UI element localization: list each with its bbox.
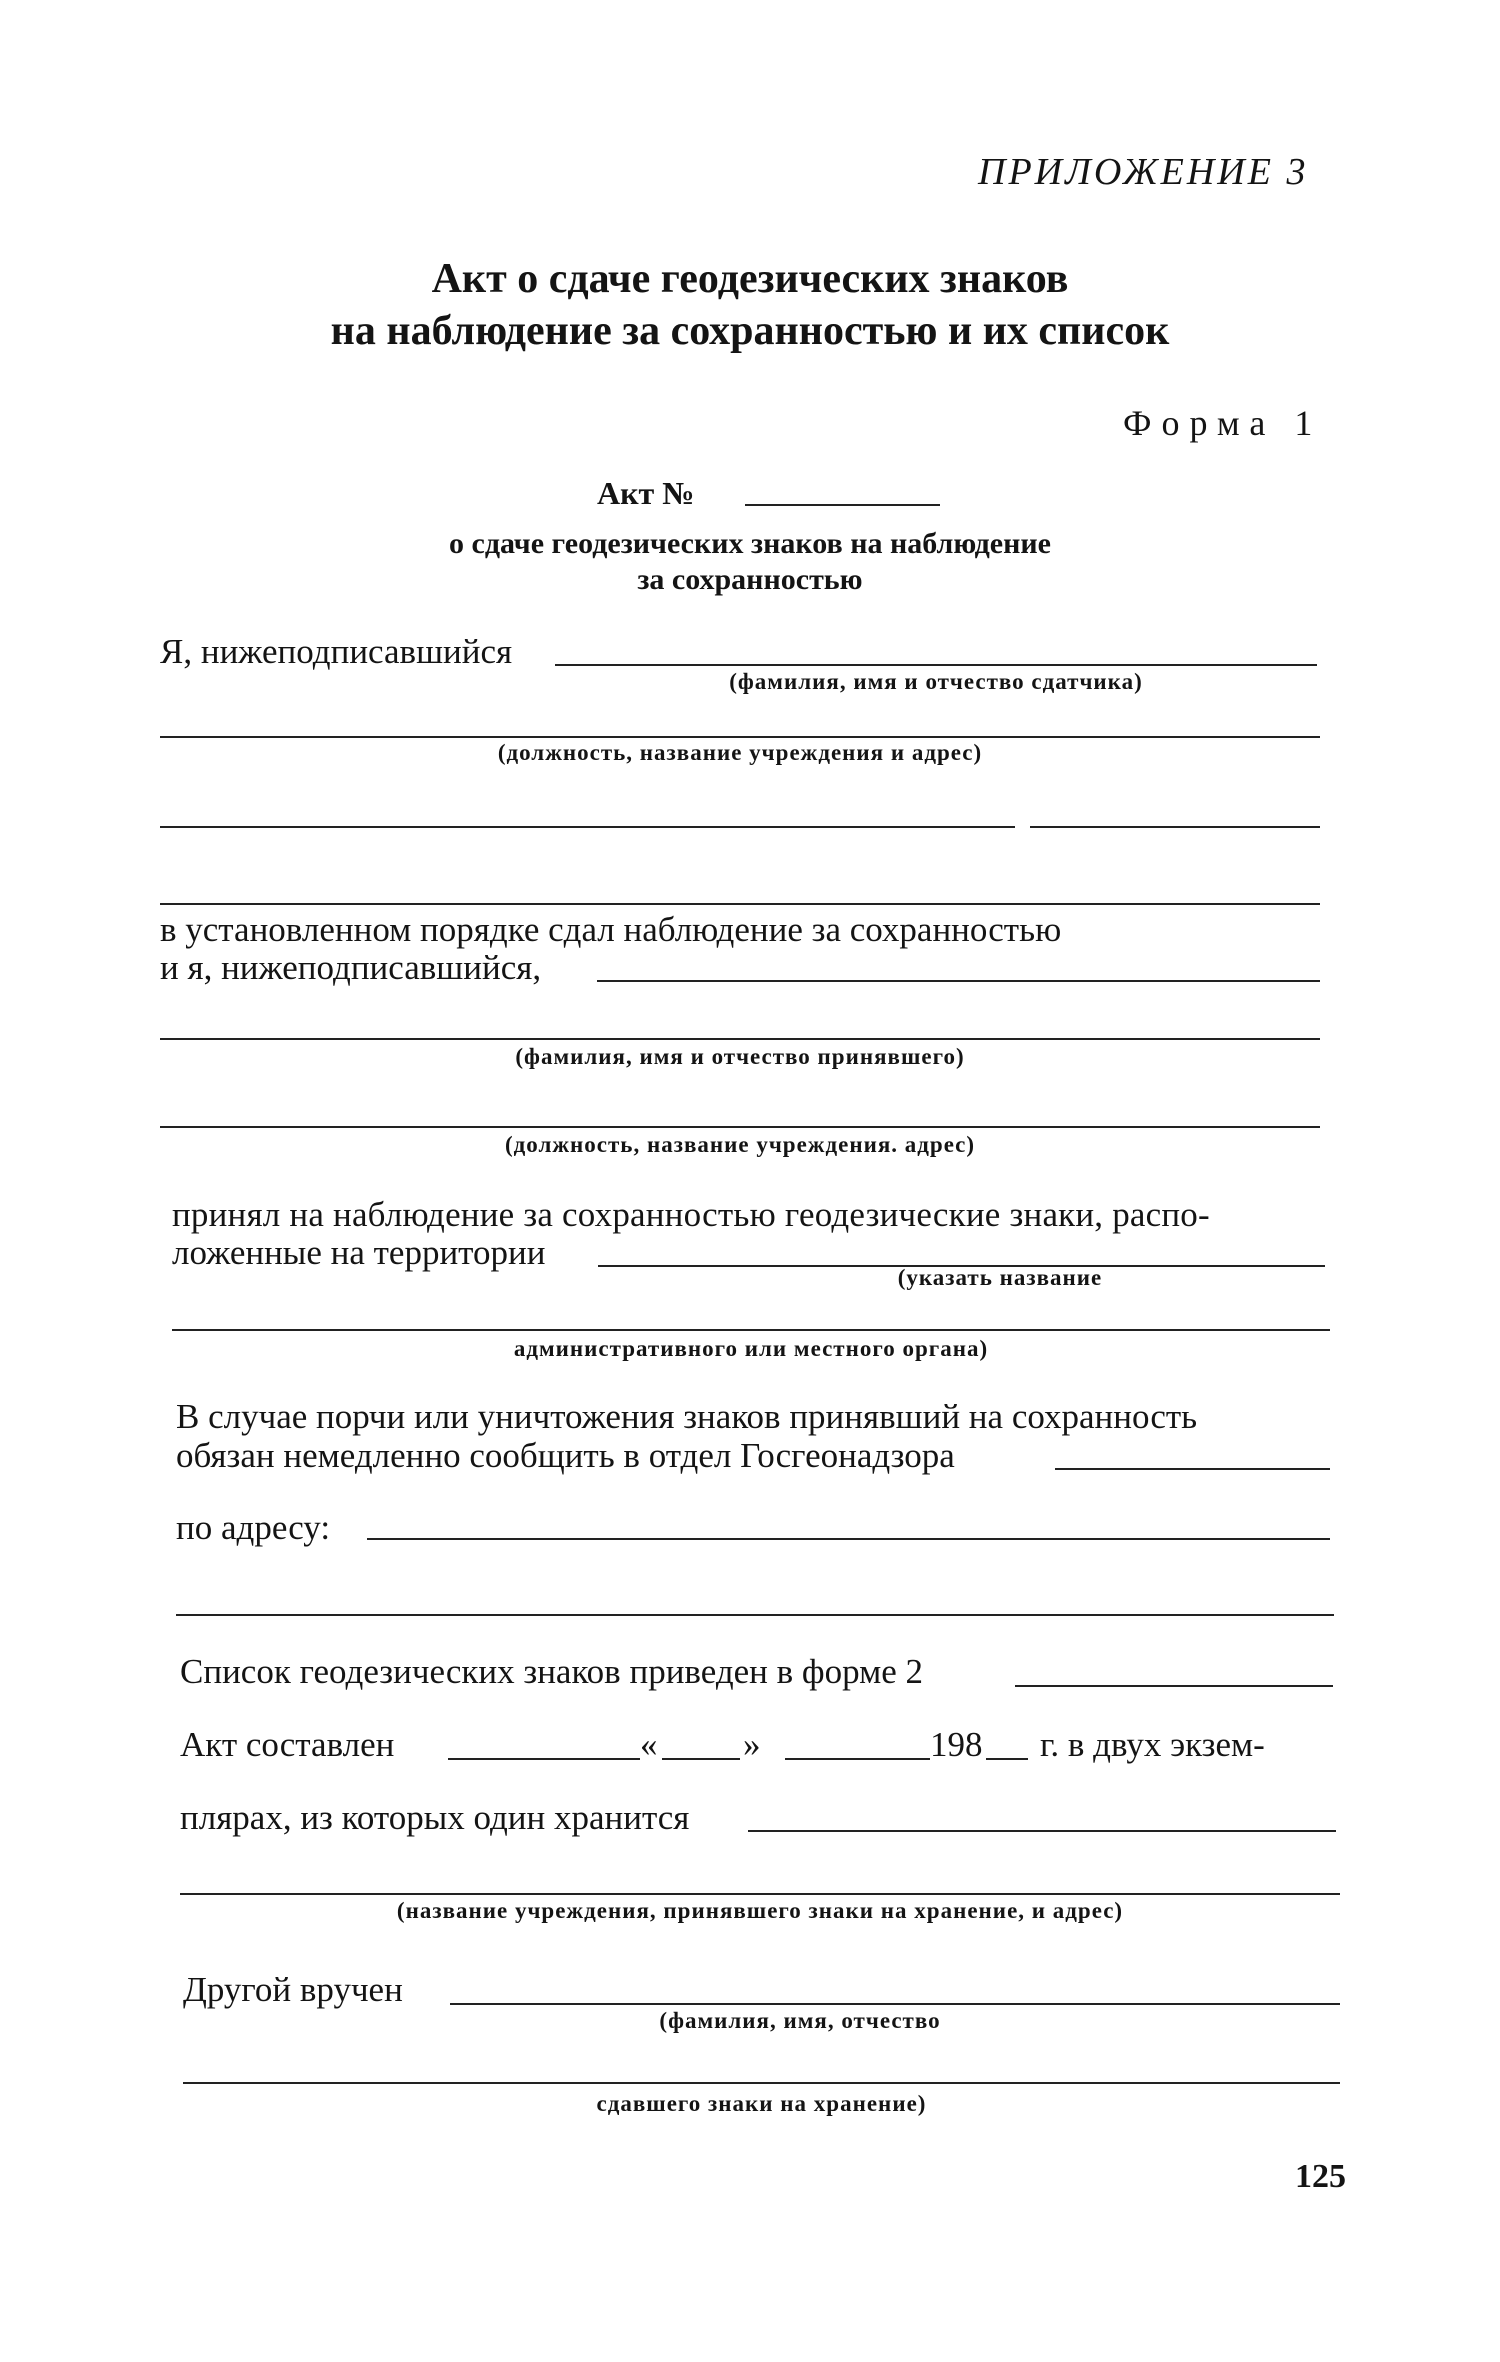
line-i-undersigned: Я, нижеподписавшийся xyxy=(160,632,513,671)
line-accepted2: ложенные на территории xyxy=(172,1233,546,1272)
line-damage2: обязан немедленно сообщить в отдел Госгеонадзора xyxy=(176,1436,955,1475)
line-and-i-undersigned: и я, нижеподписавшийся, xyxy=(160,948,542,987)
address-field-2[interactable] xyxy=(160,903,1320,905)
quote-close: » xyxy=(743,1725,761,1764)
act-subtitle-line2: за сохранностью xyxy=(637,563,863,596)
document-title-line1: Акт о сдаче геодезических знаков xyxy=(431,256,1069,302)
copy-kept-field[interactable] xyxy=(748,1830,1336,1832)
act-number-field[interactable] xyxy=(745,504,940,506)
note-indicate-name: (указать название xyxy=(897,1265,1103,1290)
note-name-patronymic: (фамилия, имя, отчество xyxy=(659,2008,941,2033)
note-surrendering-name: (фамилия, имя и отчество сдатчика) xyxy=(729,669,1143,694)
receiver-name-field[interactable] xyxy=(160,1038,1320,1040)
quote-open: « xyxy=(640,1725,658,1764)
gosgeonadzor-department-field[interactable] xyxy=(1055,1468,1330,1470)
institution-field[interactable] xyxy=(180,1893,1340,1895)
note-position-address2: (должность, название учреждения. адрес) xyxy=(504,1132,976,1157)
page-number: 125 xyxy=(1295,2158,1346,2195)
other-recipient-field-2[interactable] xyxy=(183,2082,1340,2084)
line-address: по адресу: xyxy=(176,1508,331,1547)
form-label: Форма 1 xyxy=(1123,403,1323,443)
year-field[interactable] xyxy=(986,1758,1028,1760)
compiled-by-field[interactable] xyxy=(448,1758,640,1760)
receiver-position-field[interactable] xyxy=(160,1126,1320,1128)
admin-body-field[interactable] xyxy=(172,1329,1330,1331)
note-surrendered: сдавшего знаки на хранение) xyxy=(596,2091,927,2116)
address-field-1a[interactable] xyxy=(160,826,1015,828)
address-field-1b[interactable] xyxy=(1030,826,1320,828)
other-recipient-field[interactable] xyxy=(450,2003,1340,2005)
act-subtitle-line1: о сдаче геодезических знаков на наблюдение xyxy=(449,527,1051,560)
line-handed-over: в установленном порядке сдал наблюдение за сохранностью xyxy=(160,910,1062,949)
day-field[interactable] xyxy=(662,1758,740,1760)
document-title-line2: на наблюдение за сохранностью и их список xyxy=(330,308,1170,354)
surrendering-person-field[interactable] xyxy=(555,664,1317,666)
line-list: Список геодезических знаков приведен в форме 2 xyxy=(180,1652,923,1691)
line-copies: плярах, из которых один хранится xyxy=(180,1798,690,1837)
month-field[interactable] xyxy=(785,1758,930,1760)
appendix-label: ПРИЛОЖЕНИЕ 3 xyxy=(978,151,1309,193)
note-receiver-name: (фамилия, имя и отчество принявшего) xyxy=(515,1044,965,1069)
line-other: Другой вручен xyxy=(183,1970,403,2009)
position-field[interactable] xyxy=(160,736,1320,738)
year-prefix: 198 xyxy=(930,1725,983,1764)
note-institution: (название учреждения, принявшего знаки на хранение, и адрес) xyxy=(396,1898,1124,1923)
note-position-address: (должность, название учреждения и адрес) xyxy=(497,740,983,765)
act-number-label: Акт № xyxy=(597,475,695,511)
year-suffix: г. в двух экзем- xyxy=(1040,1725,1265,1764)
line-accepted1: принял на наблюдение за сохранностью геодезические знаки, распо- xyxy=(172,1195,1210,1234)
receiver-field[interactable] xyxy=(597,980,1320,982)
address-field[interactable] xyxy=(367,1538,1330,1540)
note-admin-body: административного или местного органа) xyxy=(513,1336,989,1361)
line-compiled: Акт составлен xyxy=(180,1725,395,1764)
list-reference-field[interactable] xyxy=(1015,1685,1333,1687)
line-damage1: В случае порчи или уничтожения знаков принявший на сохранность xyxy=(176,1397,1198,1436)
address-field-continued[interactable] xyxy=(176,1614,1334,1616)
